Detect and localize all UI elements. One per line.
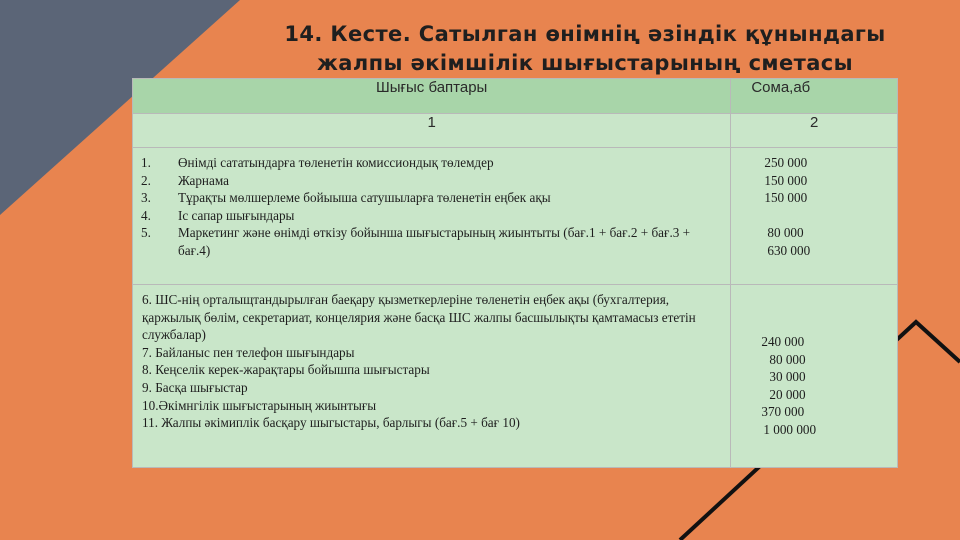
list-item-text: Тұрақты мөлшерлеме бойыыша сатушыларға төленетін еңбек ақы: [178, 190, 551, 206]
list-item: 10.Әкімнгілік шығыстарының жиынтығы: [142, 397, 377, 413]
list-item: 9. Басқа шығыстар: [142, 379, 248, 395]
table-row-section-1: [133, 148, 898, 285]
list-item-text: Жарнама: [178, 172, 229, 188]
list-item: 8. Кеңселік керек-жарақтары бойышпа шығыстары: [142, 362, 430, 378]
section-2-list: [133, 285, 730, 436]
section-2-items-cell: [133, 285, 731, 468]
amount-value: 80 000: [767, 225, 804, 241]
table-number-row: [133, 114, 898, 148]
section-1-items-cell: [133, 148, 731, 285]
list-item: [133, 154, 730, 172]
table-row-section-2: [133, 285, 898, 468]
list-item: 11. Жалпы әкімиплік басқару шыгыстары, барлыгы (бағ.5 + бағ 10): [142, 415, 520, 431]
amount-value: 150 000: [764, 172, 808, 188]
title-line-2: жалпы әкімшілік шығыстарының сметасы: [316, 51, 854, 75]
list-item: 6. ШС-нің орталыщтандырылған баеқару қызметкерлеріне төленетін еңбек ақы (бухгалтерия, қаржылық бөлім, секретариат, концелярия және басқа ШС жалпы басшылықты қамтамасыз ететін службалар): [142, 292, 696, 343]
amount-value: 80 000: [769, 351, 806, 367]
table-header-row: [133, 79, 898, 114]
value-spacer: [764, 207, 897, 225]
list-item-number: 4.: [141, 207, 151, 223]
section-1-list: [133, 154, 730, 260]
amount-value: 240 000: [761, 334, 805, 349]
column-number-2: 2: [731, 114, 898, 148]
list-item: [133, 172, 730, 190]
list-item-number: 5.: [141, 225, 151, 241]
list-item: [133, 189, 730, 207]
section-2-values: [761, 333, 897, 439]
list-item-text: Маркетинг және өнімді өткізу бойынша шығыстарының жиынтыты (бағ.1 + бағ.2 + бағ.3 + бағ.4): [178, 225, 691, 258]
amount-value: 1 000 000: [763, 421, 817, 437]
list-item-number: 3.: [141, 190, 151, 206]
list-item-number: 2.: [141, 172, 151, 188]
column-number-1: 1: [133, 114, 731, 148]
title-line-1: 14. Кесте. Сатылган өнімнің әзіндік құнындагы: [284, 22, 886, 46]
expense-table: [132, 78, 898, 468]
amount-value: 370 000: [761, 404, 805, 420]
section-1-values: [764, 154, 897, 260]
list-item-text: Іс сапар шығындары: [178, 207, 295, 223]
list-item: [133, 224, 730, 259]
amount-value: 150 000: [764, 190, 808, 206]
list-item: 7. Байланыс пен телефон шығындары: [142, 344, 355, 360]
amount-value: 30 000: [769, 369, 806, 385]
header-expense-items: Шығыс баптары: [133, 79, 731, 114]
amount-value: 630 000: [767, 242, 811, 258]
header-amount: Сома,аб: [731, 79, 898, 114]
section-1-values-cell: [731, 148, 898, 285]
list-item: [133, 207, 730, 225]
section-2-values-cell: [731, 285, 898, 468]
list-item-text: Өнімді сататындарға төленетін комиссиондық төлемдер: [178, 155, 494, 170]
slide-title: [240, 20, 930, 78]
amount-value: 250 000: [764, 155, 808, 170]
amount-value: 20 000: [769, 386, 806, 402]
list-item-number: 1.: [141, 155, 151, 170]
